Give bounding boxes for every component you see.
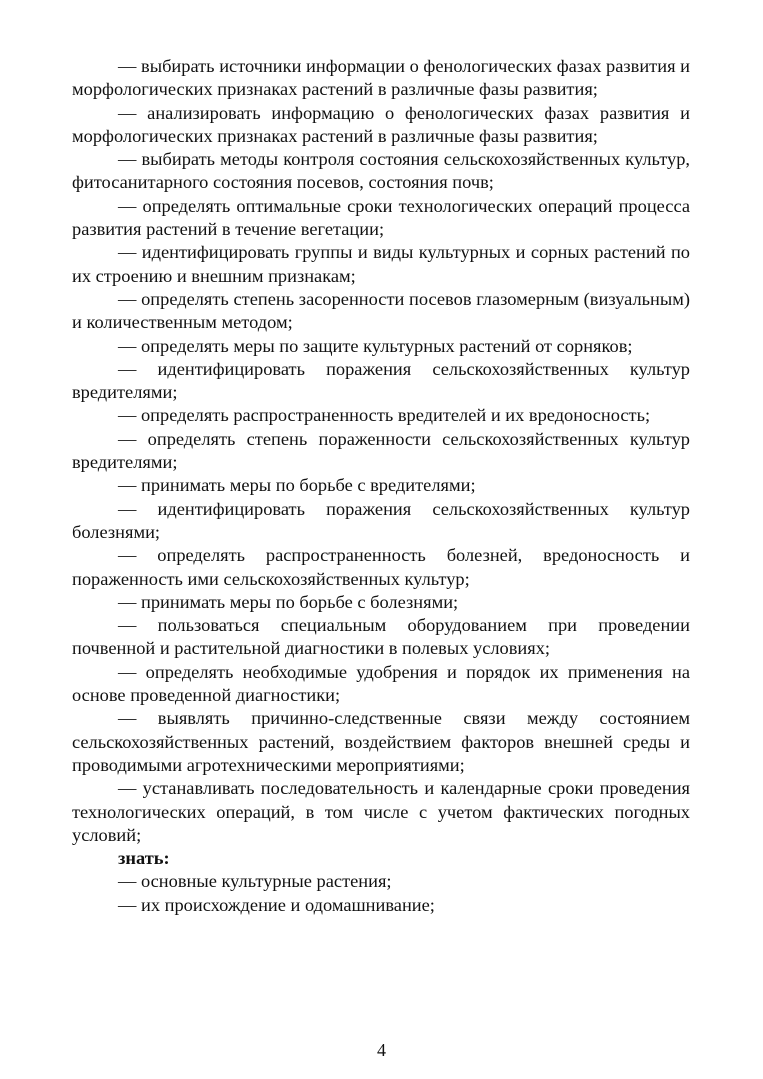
- list-item: — определять степень засоренности посевов глазомерным (визуальным) и количественным методом;: [72, 288, 690, 333]
- list-item: — идентифицировать поражения сельскохозяйственных культур болезнями;: [72, 498, 690, 542]
- page-number: 4: [377, 1040, 386, 1060]
- list-item: — идентифицировать группы и виды культурных и сорных растений по их строению и внешним признакам;: [72, 242, 690, 286]
- document-body: [72, 55, 690, 917]
- list-item: — определять распространенность болезней, вредоносность и пораженность ими сельскохозяйственных культур;: [72, 545, 690, 589]
- list-item: — анализировать информацию о фенологических фазах развития и морфологических признаках растений в различные фазы развития;: [72, 102, 690, 146]
- list-item: — определять оптимальные сроки технологических операций процесса развития растений в течение вегетации;: [72, 195, 690, 240]
- list-item: — их происхождение и одомашнивание;: [118, 894, 435, 915]
- list-item: — определять меры по защите культурных растений от сорняков;: [118, 335, 633, 356]
- know-heading: знать:: [118, 848, 170, 869]
- list-item: — определять распространенность вредителей и их вредоносность;: [118, 405, 651, 426]
- list-item: — принимать меры по борьбе с вредителями;: [118, 475, 476, 496]
- list-item: — выбирать источники информации о фенологических фазах развития и морфологических признаках растений в различные фазы развития;: [72, 56, 690, 100]
- list-item: — пользоваться специальным оборудованием при проведении почвенной и растительной диагностики в полевых условиях;: [72, 615, 690, 659]
- list-item: — выбирать методы контроля состояния сельскохозяйственных культур, фитосанитарного состояния посевов, состояния почв;: [72, 149, 690, 193]
- list-item: — определять степень пораженности сельскохозяйственных культур вредителями;: [72, 428, 690, 473]
- list-item: — определять необходимые удобрения и порядок их применения на основе проведенной диагностики;: [72, 661, 690, 706]
- list-item: — идентифицировать поражения сельскохозяйственных культур вредителями;: [72, 358, 690, 403]
- list-item: — устанавливать последовательность и календарные сроки проведения технологических операций, в том числе с учетом фактических погодных условий;: [72, 778, 690, 845]
- list-item: — выявлять причинно-следственные связи между состоянием сельскохозяйственных растений, воздействием факторов внешней среды и проводимыми агротехническими мероприятиями;: [72, 708, 690, 775]
- list-item: — основные культурные растения;: [118, 871, 392, 892]
- list-item: — принимать меры по борьбе с болезнями;: [118, 591, 459, 612]
